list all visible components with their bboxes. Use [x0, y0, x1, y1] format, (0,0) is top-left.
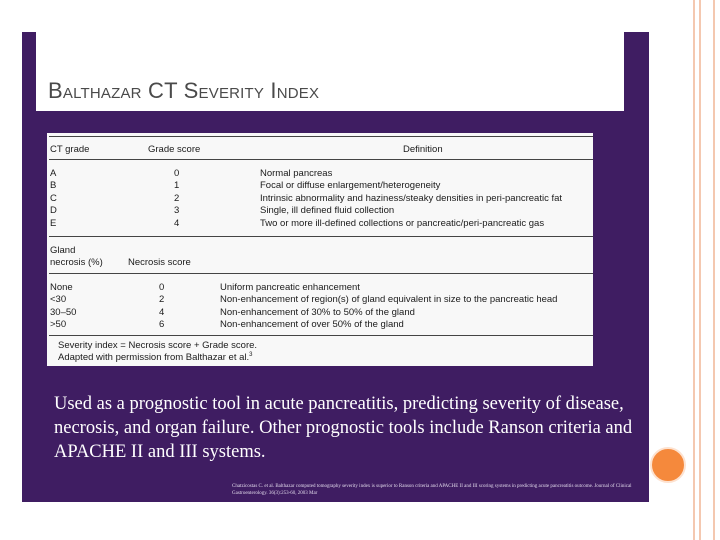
header-necrosis-score: Necrosis score — [128, 257, 191, 268]
grade-score-cell: 2 — [174, 193, 180, 204]
grade-score-cell: 1 — [174, 180, 180, 191]
grade-definition-cell: Single, ill defined fluid collection — [260, 205, 395, 216]
necrosis-definition-cell: Non-enhancement of region(s) of gland equivalent in size to the pancreatic head — [220, 294, 558, 305]
decorative-circle — [650, 447, 686, 483]
necrosis-pct-cell: <30 — [50, 294, 67, 305]
table-rule — [49, 236, 593, 237]
necrosis-definition-cell: Uniform pancreatic enhancement — [220, 282, 360, 293]
header-ct-grade: CT grade — [50, 144, 90, 155]
citation-text: Chatzicostas C. et al. Balthazar computed tomography severity index is superior to Ranson criteria and APACHE II and III scoring systems in predicting acute pancreatitis outcome. Journal of Clinical Gastroenterology. 36(3):253-60, 2003 Mar — [232, 484, 632, 496]
grade-cell: C — [50, 193, 57, 204]
necrosis-score-cell: 2 — [159, 294, 165, 305]
grade-cell: B — [50, 180, 57, 191]
grade-definition-cell: Two or more ill-defined collections or pancreatic/peri-pancreatic gas — [260, 218, 545, 229]
grade-definition-cell: Focal or diffuse enlargement/heterogeneity — [260, 180, 441, 191]
grade-cell: A — [50, 168, 57, 179]
table-rule — [49, 335, 593, 336]
slide-title: Balthazar CT Severity Index — [48, 78, 320, 103]
header-grade-score: Grade score — [148, 144, 201, 155]
grade-definition-cell: Intrinsic abnormality and haziness/steaky densities in peri-pancreatic fat — [260, 193, 563, 204]
grade-cell: D — [50, 205, 57, 216]
grade-score-cell: 3 — [174, 205, 180, 216]
severity-table — [47, 133, 593, 366]
slide-body-text: Used as a prognostic tool in acute pancreatitis, predicting severity of disease, necrosis, and organ failure. Other prognostic tools include Ranson criteria and APACHE II and III systems. — [54, 394, 633, 462]
decorative-stripe — [713, 0, 715, 540]
table-footnote: Severity index = Necrosis score + Grade score. — [58, 340, 258, 351]
header-gland: Gland — [50, 245, 76, 256]
table-footnote-adapted: Adapted with permission from Balthazar et al.$^3$ — [58, 352, 253, 364]
grade-definition-cell: Normal pancreas — [260, 168, 333, 179]
necrosis-pct-cell: 30–50 — [50, 307, 77, 318]
necrosis-score-cell: 4 — [159, 307, 165, 318]
necrosis-pct-cell: None — [50, 282, 73, 293]
necrosis-score-cell: 0 — [159, 282, 165, 293]
table-rule — [49, 273, 593, 274]
grade-score-cell: 4 — [174, 218, 180, 229]
table-rule — [49, 136, 593, 137]
necrosis-score-cell: 6 — [159, 319, 165, 330]
necrosis-definition-cell: Non-enhancement of 30% to 50% of the gland — [220, 307, 415, 318]
table-rule — [49, 159, 593, 160]
decorative-stripe — [693, 0, 695, 540]
decorative-stripe — [699, 0, 701, 540]
grade-score-cell: 0 — [174, 168, 180, 179]
header-definition: Definition — [403, 144, 443, 155]
necrosis-pct-cell: >50 — [50, 319, 67, 330]
grade-cell: E — [50, 218, 57, 229]
header-gland-necrosis: necrosis (%) — [50, 257, 103, 268]
necrosis-definition-cell: Non-enhancement of over 50% of the gland — [220, 319, 404, 330]
